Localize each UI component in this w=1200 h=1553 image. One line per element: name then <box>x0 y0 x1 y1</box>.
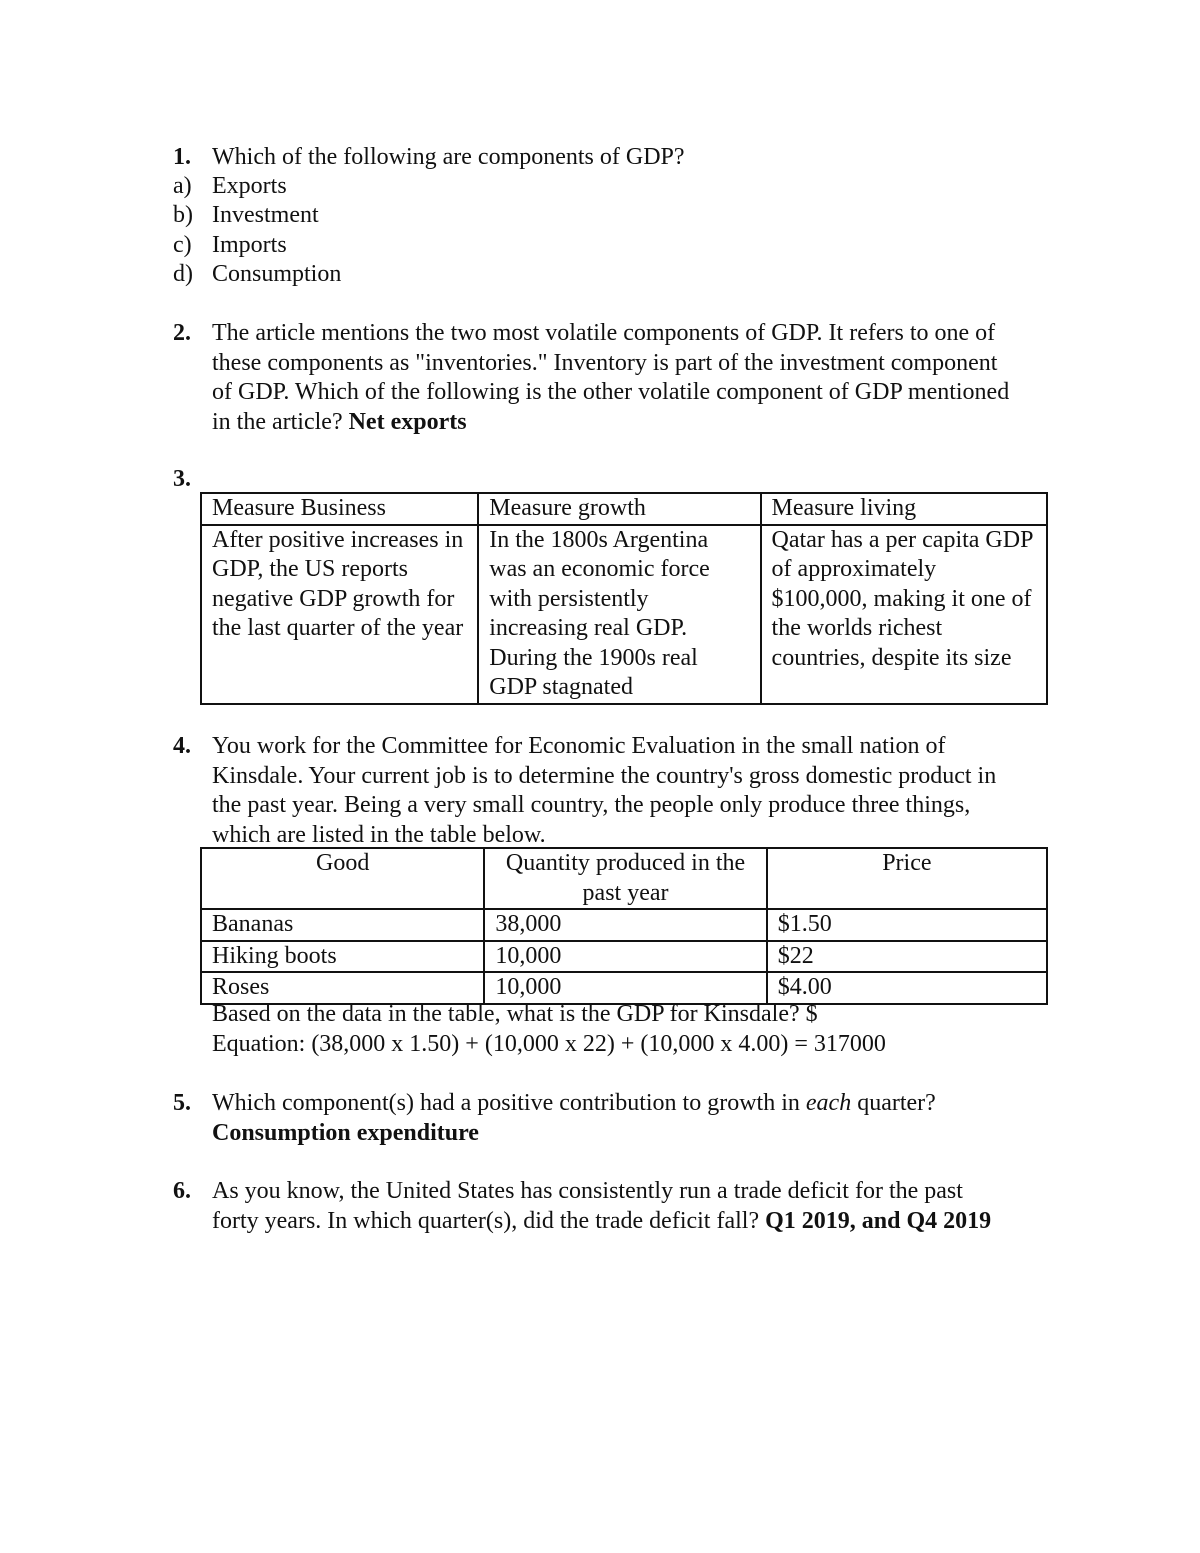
emphasis-text: each <box>805 1090 852 1116</box>
option-text: Consumption <box>212 261 342 287</box>
answer-text: Q1 2019, and Q4 2019 <box>765 1207 992 1234</box>
table-header-row <box>201 848 1047 909</box>
question-text <box>212 1177 1072 1236</box>
kinsdale-production-table <box>200 847 1048 1005</box>
question-line: these components as "inventories." Inventory is part of the investment component <box>212 349 998 376</box>
table-header-cell: Measure growth <box>478 493 760 525</box>
table-header-cell: Measure living <box>761 493 1047 525</box>
option-label: d) <box>173 261 193 287</box>
question-line <box>212 1089 1072 1119</box>
question-line: Based on the data in the table, what is the GDP for Kinsdale? $ <box>212 1001 818 1027</box>
question-text <box>212 732 1072 850</box>
question-line: which are listed in the table below. <box>212 821 546 848</box>
table-header-cell: Quantity produced in the past year <box>484 848 766 909</box>
question-number: 2. <box>173 320 191 346</box>
question-line-text: in the article? <box>212 408 349 435</box>
question-line: You work for the Committee for Economic Evaluation in the small nation of <box>212 733 946 759</box>
table-cell: In the 1800s Argentina was an economic force with persistently increasing real GDP. During the 1900s real GDP stagnated <box>478 525 760 704</box>
question-line <box>212 408 1072 438</box>
table-cell: After positive increases in GDP, the US reports negative GDP growth for the last quarter of the year <box>201 525 478 704</box>
question-text: Which of the following are components of GDP? <box>212 144 685 170</box>
equation-line: Equation: (38,000 x 1.50) + (10,000 x 22) + (10,000 x 4.00) = 317000 <box>212 1030 886 1057</box>
question-number: 6. <box>173 1178 191 1204</box>
question-line: As you know, the United States has consistently run a trade deficit for the past <box>212 1178 963 1204</box>
question-line-text: forty years. In which quarter(s), did the trade deficit fall? <box>212 1207 766 1234</box>
table-row <box>201 525 1047 704</box>
table-row <box>201 972 1047 1004</box>
table-cell: $22 <box>767 941 1047 973</box>
question-number: 4. <box>173 733 191 759</box>
option-label: a) <box>173 173 192 199</box>
question-number: 5. <box>173 1090 191 1116</box>
question-line <box>212 1119 1072 1149</box>
table-header-row <box>201 493 1047 525</box>
question-text <box>212 1089 1072 1148</box>
question-number: 1. <box>173 144 191 170</box>
table-header-cell: Measure Business <box>201 493 478 525</box>
question-line-text: quarter? <box>851 1090 936 1116</box>
table-header-cell: Good <box>201 848 484 909</box>
table-header-cell: Price <box>767 848 1047 909</box>
table-cell: Roses <box>201 972 484 1004</box>
option-text: Exports <box>212 173 287 199</box>
question-text <box>212 1000 1072 1059</box>
question-line <box>212 1207 1072 1237</box>
table-row <box>201 941 1047 973</box>
question-line: of GDP. Which of the following is the other volatile component of GDP mentioned <box>212 379 1010 405</box>
answer-text: Consumption expenditure <box>212 1119 479 1146</box>
table-cell: 10,000 <box>484 972 766 1004</box>
gdp-measures-table <box>200 492 1048 705</box>
question-number: 3. <box>173 466 191 492</box>
question-line: Kinsdale. Your current job is to determine the country's gross domestic product in <box>212 762 997 789</box>
table-cell: Qatar has a per capita GDP of approximately $100,000, making it one of the worlds richest countries, despite its size <box>761 525 1047 704</box>
table-cell: 38,000 <box>484 909 766 941</box>
answer-text: Net exports <box>348 408 467 435</box>
table-cell: Hiking boots <box>201 941 484 973</box>
table-row <box>201 909 1047 941</box>
table-cell: $4.00 <box>767 972 1047 1004</box>
table-cell: Bananas <box>201 909 484 941</box>
option-text: Investment <box>212 202 319 228</box>
table-cell: 10,000 <box>484 941 766 973</box>
question-line: the past year. Being a very small country, the people only produce three things, <box>212 792 971 818</box>
question-text <box>212 319 1072 437</box>
question-line: The article mentions the two most volatile components of GDP. It refers to one of <box>212 320 996 346</box>
option-label: c) <box>173 232 192 258</box>
option-label: b) <box>173 202 193 228</box>
option-text: Imports <box>212 232 287 258</box>
question-line-text: Which component(s) had a positive contribution to growth in <box>212 1090 806 1116</box>
table-cell: $1.50 <box>767 909 1047 941</box>
